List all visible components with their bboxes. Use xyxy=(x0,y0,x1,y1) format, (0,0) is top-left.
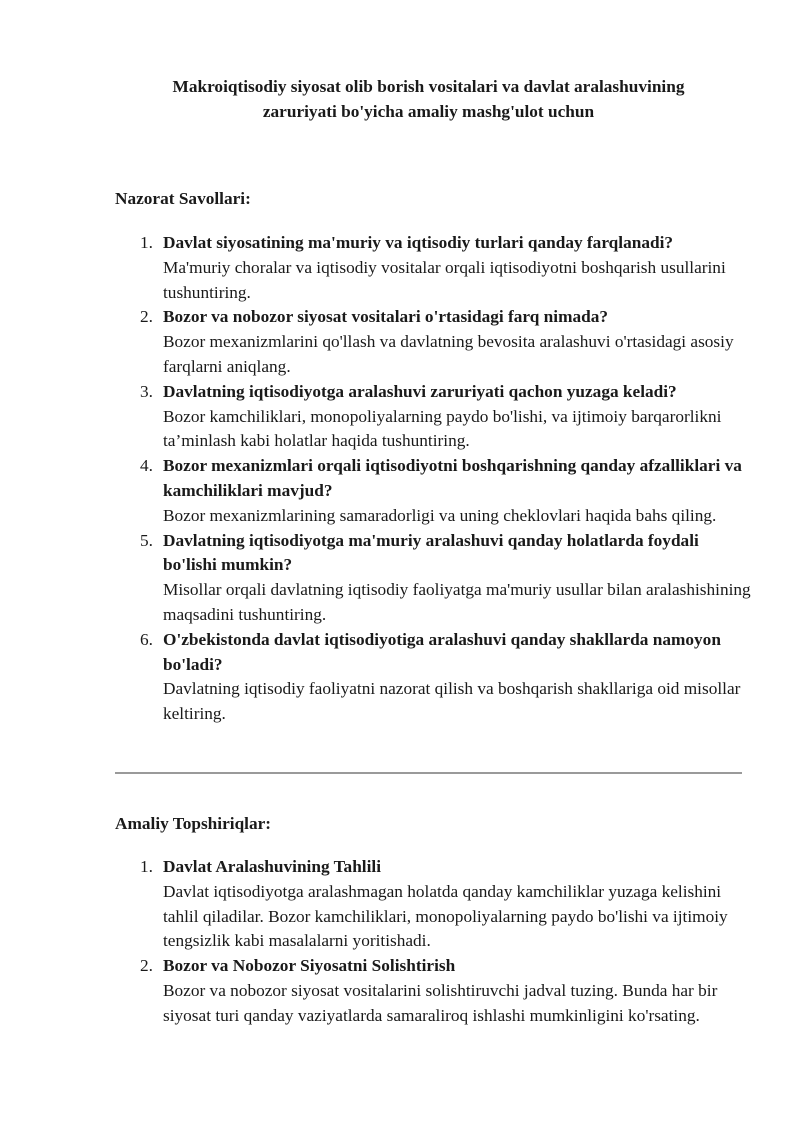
task-description: Bozor va nobozor siyosat vositalarini solishtiruvchi jadval tuzing. Bunda har bir siyosat turi qanday vaziyatlarda samaraliroq ishlashi mumkinligini ko'rsating. xyxy=(163,980,718,1025)
question-text: Davlatning iqtisodiyotga ma'muriy aralashuvi qanday holatlarda foydali bo'lishi mumkin? xyxy=(163,530,699,575)
item-number: 5. xyxy=(140,530,153,550)
item-number: 6. xyxy=(140,629,153,649)
question-text: Davlat siyosatining ma'muriy va iqtisodiy turlari qanday farqlanadi? xyxy=(163,233,674,252)
task-title: Davlat Aralashuvining Tahlili xyxy=(163,857,382,876)
task-description: Davlat iqtisodiyotga aralashmagan holatda qanday kamchiliklar yuzaga kelishini tahlil qiladilar. Bozor kamchiliklari, monopoliyalarning paydo bo'lishi va ijtimoiy tengsizlik kabi masalalarni yoritishadi. xyxy=(163,881,728,951)
item-number: 1. xyxy=(140,233,153,252)
question-description: Davlatning iqtisodiy faoliyatni nazorat qilish va boshqarish shakllariga oid misollar keltiring. xyxy=(163,679,741,724)
title-line-2: zaruriyati bo'yicha amaliy mashg'ulot uchun xyxy=(262,102,595,121)
practical-tasks-list xyxy=(115,855,755,1029)
list-item xyxy=(115,855,755,954)
item-number: 2. xyxy=(140,956,153,976)
list-item xyxy=(115,305,755,379)
control-questions-heading: Nazorat Savollari: xyxy=(115,189,251,208)
question-description: Bozor mexanizmlarining samaradorligi va uning cheklovlari haqida bahs qiling. xyxy=(163,505,717,525)
question-description: Bozor kamchiliklari, monopoliyalarning paydo bo'lishi, va ijtimoiy barqarorlikni ta’minlash kabi holatlar haqida tushuntiring. xyxy=(163,406,722,451)
list-item xyxy=(115,954,755,1028)
section-divider xyxy=(115,772,742,774)
question-description: Misollar orqali davlatning iqtisodiy faoliyatga ma'muriy usullar bilan aralashishining maqsadini tushuntiring. xyxy=(163,580,751,624)
document-title xyxy=(115,74,742,124)
question-text: Bozor va nobozor siyosat vositalari o'rtasidagi farq nimada? xyxy=(163,307,609,327)
question-description: Ma'muriy choralar va iqtisodiy vositalar orqali iqtisodiyotni boshqarish usullarini tushuntiring. xyxy=(163,257,726,302)
list-item xyxy=(115,529,755,628)
list-item xyxy=(115,454,755,528)
list-item xyxy=(115,380,755,454)
control-questions-list xyxy=(115,231,755,727)
list-item xyxy=(115,231,755,305)
list-item xyxy=(115,628,755,727)
question-text: Bozor mexanizmlari orqali iqtisodiyotni boshqarishning qanday afzalliklari va kamchiliklari mavjud? xyxy=(163,456,742,500)
question-text: O'zbekistonda davlat iqtisodiyotiga aralashuvi qanday shakllarda namoyon bo'ladi? xyxy=(163,629,721,674)
practical-tasks-heading: Amaliy Topshiriqlar: xyxy=(115,814,272,833)
task-title: Bozor va Nobozor Siyosatni Solishtirish xyxy=(163,956,456,976)
question-text: Davlatning iqtisodiyotga aralashuvi zaruriyati qachon yuzaga keladi? xyxy=(163,381,677,401)
item-number: 2. xyxy=(140,307,153,327)
title-line-1: Makroiqtisodiy siyosat olib borish vositalari va davlat aralashuvining xyxy=(172,77,685,96)
item-number: 3. xyxy=(140,381,153,401)
item-number: 4. xyxy=(140,456,153,476)
item-number: 1. xyxy=(140,857,153,876)
question-description: Bozor mexanizmlarini qo'llash va davlatning bevosita aralashuvi o'rtasidagi asosiy farqlarni aniqlang. xyxy=(163,332,734,376)
